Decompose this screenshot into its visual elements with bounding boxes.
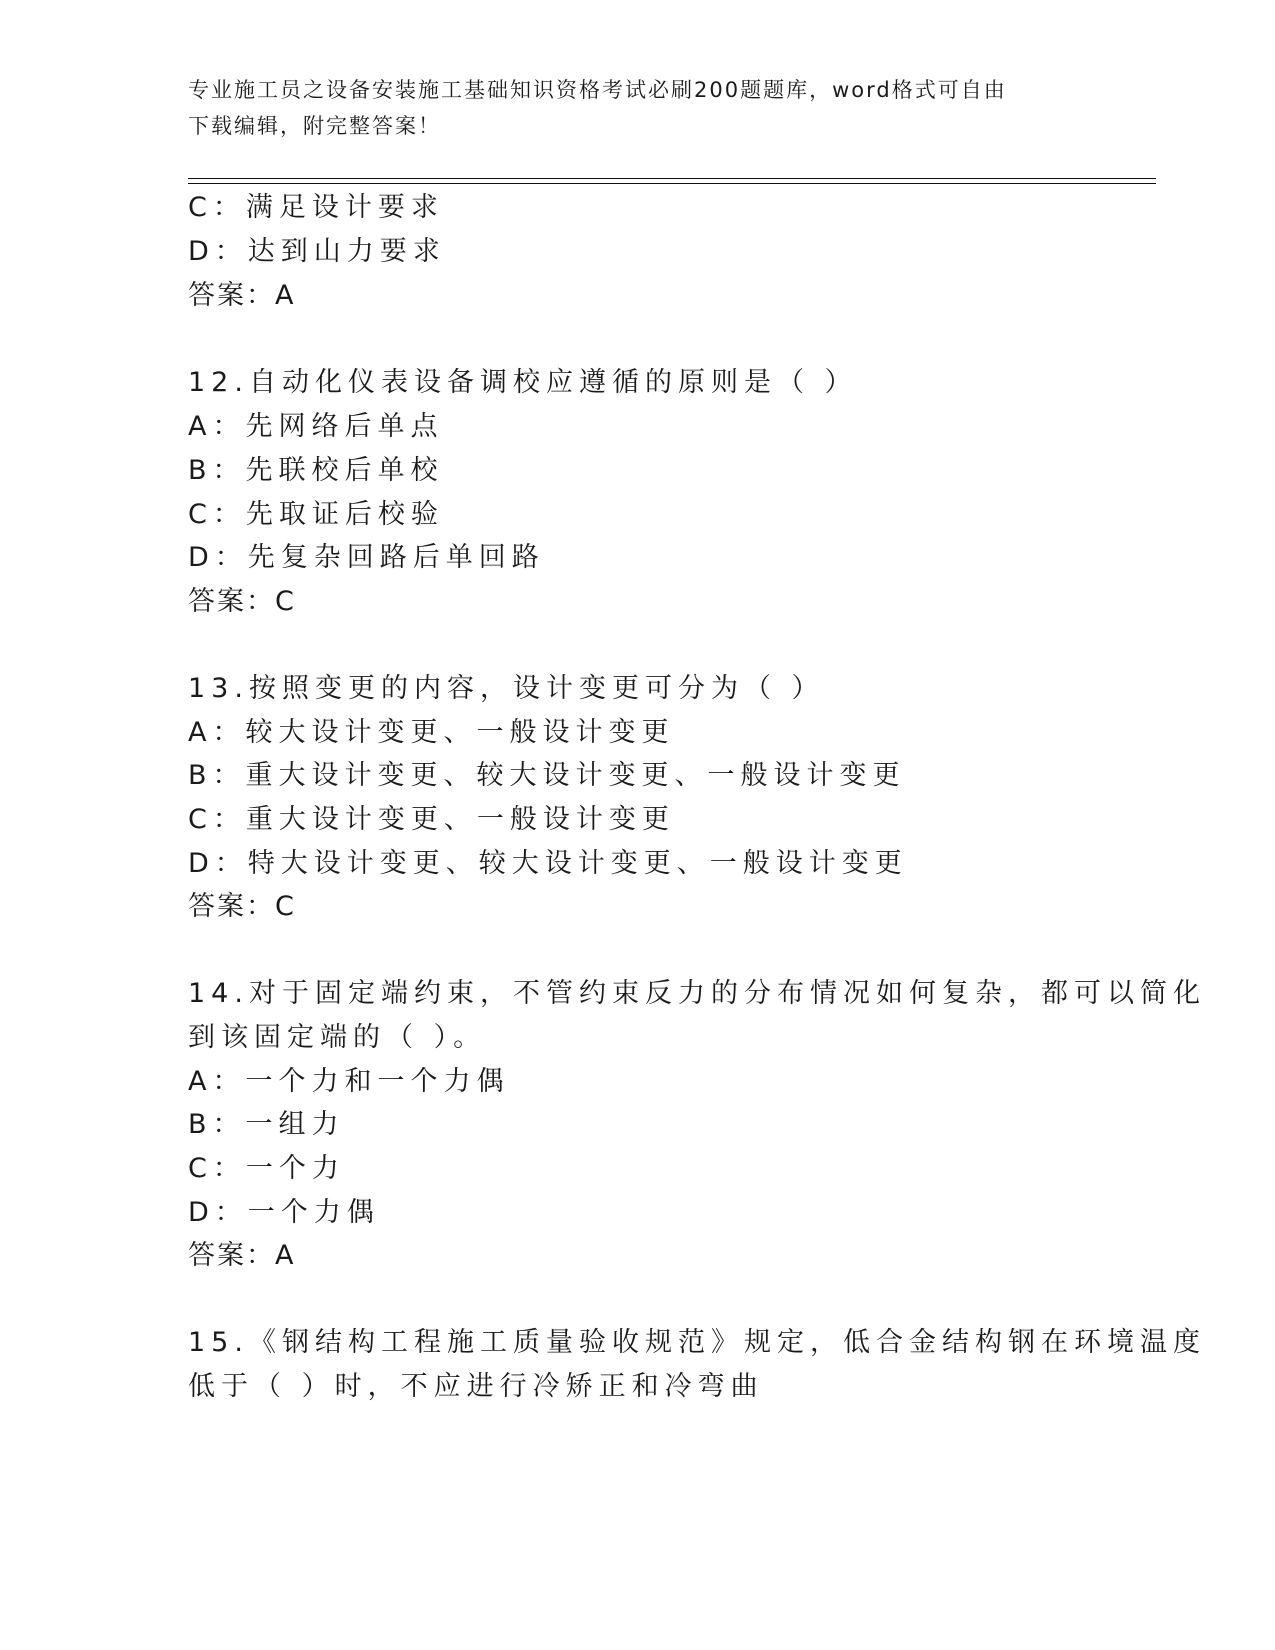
q14-stem-line-1: 14.对于固定端约束，不管约束反力的分布情况如何复杂，都可以简化 — [188, 978, 1206, 1009]
header-line-2: 下载编辑，附完整答案！ — [188, 114, 441, 138]
q14-stem-line-2: 到该固定端的（ ）。 — [188, 1022, 487, 1053]
q13-option-c: C：重大设计变更、一般设计变更 — [188, 804, 675, 835]
header-divider-bottom — [188, 183, 1156, 184]
q14-option-b: B：一组力 — [188, 1109, 345, 1140]
q14-answer: 答案：A — [188, 1240, 296, 1271]
prev-answer: 答案：A — [188, 280, 296, 311]
q12-stem: 12.自动化仪表设备调校应遵循的原则是（ ） — [188, 367, 858, 398]
q13-option-b: B：重大设计变更、较大设计变更、一般设计变更 — [188, 760, 906, 791]
q14-option-c: C：一个力 — [188, 1153, 345, 1184]
q13-option-a: A：较大设计变更、一般设计变更 — [188, 717, 675, 748]
q12-answer: 答案：C — [188, 586, 296, 617]
header-line-1: 专业施工员之设备安装施工基础知识资格考试必刷200题题库，word格式可自由 — [188, 78, 1007, 102]
q15-stem-line-2: 低于（ ）时，不应进行冷矫正和冷弯曲 — [188, 1371, 764, 1402]
q12-option-d: D：先复杂回路后单回路 — [188, 542, 545, 573]
prev-option-c: C：满足设计要求 — [188, 192, 444, 223]
header-divider-top — [188, 178, 1156, 179]
prev-option-d: D：达到山力要求 — [188, 236, 446, 267]
q15-stem-line-1: 15.《钢结构工程施工质量验收规范》规定，低合金结构钢在环境温度 — [188, 1327, 1206, 1358]
q12-option-a: A：先网络后单点 — [188, 411, 444, 442]
document-header — [188, 72, 1088, 144]
q12-option-c: C：先取证后校验 — [188, 499, 444, 530]
q13-answer: 答案：C — [188, 891, 296, 922]
q14-option-a: A：一个力和一个力偶 — [188, 1066, 510, 1097]
q13-stem: 13.按照变更的内容，设计变更可分为（ ） — [188, 673, 825, 704]
q12-option-b: B：先联校后单校 — [188, 455, 444, 486]
q13-option-d: D：特大设计变更、较大设计变更、一般设计变更 — [188, 848, 908, 879]
q14-option-d: D：一个力偶 — [188, 1197, 380, 1228]
